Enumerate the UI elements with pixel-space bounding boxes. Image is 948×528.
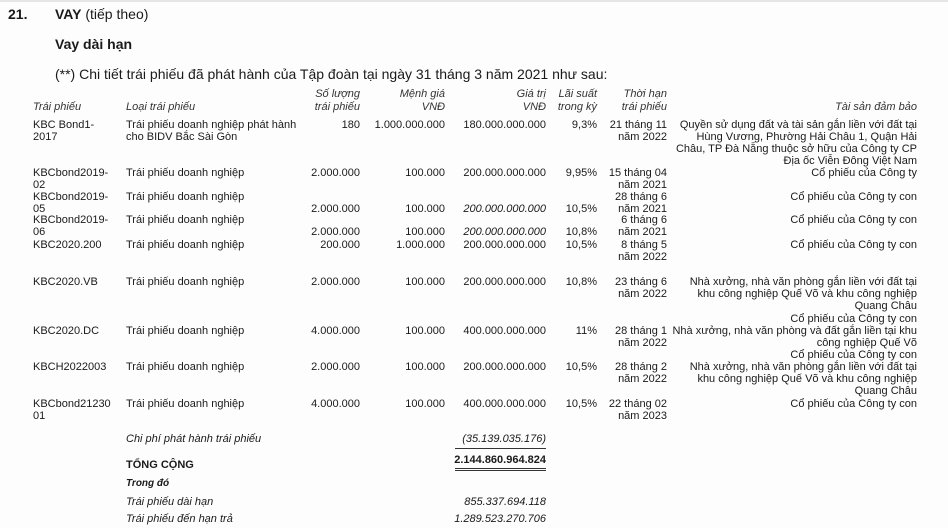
bond-type: Trái phiếu doanh nghiệp (126, 325, 245, 337)
issuance-cost-label: Chi phí phát hành trái phiếu (126, 433, 262, 445)
bond-maturity: 23 tháng 6 năm 2022 (615, 276, 667, 300)
section-title (55, 6, 148, 22)
bond-collateral-secondary: Cổ phiếu của Công ty con (790, 313, 917, 325)
bond-interest-rate: 10,5% (565, 239, 597, 251)
bond-interest-rate: 11% (575, 325, 597, 337)
header-value (445, 88, 546, 114)
subsection-title: Vay dài hạn (55, 36, 133, 52)
bond-quantity: 2.000.000 (311, 276, 360, 288)
bond-collateral: Cổ phiếu của Công ty con (790, 239, 917, 251)
bond-code: KBCbond2019- 05 (33, 191, 109, 215)
bond-code: KBC2020.200 (33, 239, 102, 251)
bond-maturity: 22 tháng 02 năm 2023 (608, 398, 667, 422)
bond-type: Trái phiếu doanh nghiệp (126, 361, 245, 373)
bond-code: KBCH2022003 (33, 361, 107, 373)
bond-code: KBCbond2019- 02 (33, 167, 109, 191)
bond-face-value: 100.000 (405, 398, 445, 410)
bond-face-value: 100.000 (405, 325, 445, 337)
bond-interest-rate: 9,3% (571, 119, 597, 131)
header-qty-line1: Số lượng (315, 88, 360, 100)
section-title-bold: VAY (55, 6, 82, 22)
bond-code: KBCbond2019- 06 (33, 214, 109, 238)
bond-interest-rate: 10,5% (565, 398, 597, 410)
bond-type: Trái phiếu doanh nghiệp (126, 398, 245, 410)
bond-collateral: Nhà xưởng, nhà văn phòng và đất gắn liền tại khu công nghiệp Quế Võ (672, 325, 917, 349)
bond-collateral: Cổ phiếu của Công ty (811, 167, 917, 179)
long-term-value: 855.337.694.118 (464, 496, 546, 508)
section-title-rest: (tiếp theo) (81, 6, 149, 22)
bond-quantity: 2.000.000 (311, 167, 360, 179)
bond-maturity: 28 tháng 6 năm 2021 (615, 191, 667, 215)
bond-total-value: 200.000.000.000 (463, 276, 546, 288)
bond-total-value: 200.000.000.000 (463, 167, 546, 179)
bond-quantity: 200.000 (320, 239, 360, 251)
header-term-line2: trái phiếu (621, 101, 667, 113)
top-border (0, 0, 948, 2)
bond-total-value: 200.000.000.000 (463, 361, 546, 373)
bond-type: Trái phiếu doanh nghiệp (126, 191, 245, 203)
bond-type: Trái phiếu doanh nghiệp (126, 239, 245, 251)
header-collateral: Tài sản đảm bảo (835, 101, 917, 113)
bond-interest-rate: 10,8% (565, 226, 597, 238)
section-number: 21. (8, 6, 28, 22)
bond-type: Trái phiếu doanh nghiệp (126, 276, 245, 288)
bond-face-value: 1.000.000 (396, 239, 445, 251)
bond-maturity: 28 tháng 1 năm 2022 (615, 325, 667, 349)
bond-code: KBC2020.VB (33, 276, 98, 288)
bond-maturity: 28 tháng 2 năm 2022 (615, 361, 667, 385)
issuance-cost-value: (35.139.035.176) (462, 433, 546, 445)
total-rule-1 (455, 468, 546, 469)
bond-face-value: 100.000 (405, 276, 445, 288)
bond-code: KBC Bond1- 2017 (33, 119, 95, 143)
bond-total-value: 400.000.000.000 (463, 325, 546, 337)
bond-face-value: 100.000 (405, 167, 445, 179)
intro-text: (**) Chi tiết trái phiếu đã phát hành của Tập đoàn tại ngày 31 tháng 3 năm 2021 như sau: (55, 66, 608, 82)
header-term (605, 88, 667, 114)
header-rate-line2: trong kỳ (557, 101, 597, 113)
bond-face-value: 100.000 (405, 226, 445, 238)
of-which-label: Trong đó (126, 478, 170, 489)
header-rate-line1: Lãi suất (558, 88, 597, 100)
bond-interest-rate: 10,8% (565, 276, 597, 288)
bond-quantity: 4.000.000 (311, 325, 360, 337)
total-rule-2 (455, 470, 546, 471)
current-portion-value: 1.289.523.270.706 (454, 513, 546, 525)
bond-interest-rate: 10,5% (565, 361, 597, 373)
header-type: Loại trái phiếu (126, 101, 196, 113)
bond-maturity: 15 tháng 04 năm 2021 (608, 167, 667, 191)
bond-total-value: 200.000.000.000 (463, 239, 546, 251)
bond-total-value: 180.000.000.000 (463, 119, 546, 131)
header-rate (548, 88, 597, 114)
header-face-line2: VNĐ (421, 101, 445, 113)
bond-interest-rate: 10,5% (565, 203, 597, 215)
header-face (365, 88, 445, 114)
total-value: 2.144.860.964.824 (454, 454, 546, 466)
bond-face-value: 100.000 (405, 361, 445, 373)
bond-total-value: 200.000.000.000 (463, 226, 546, 238)
bond-type: Trái phiếu doanh nghiệp (126, 214, 245, 226)
bond-quantity: 2.000.000 (311, 203, 360, 215)
bond-quantity: 2.000.000 (311, 226, 360, 238)
bond-collateral: Quyền sử dụng đất và tài sản gắn liền với đất tại Hùng Vương, Phường Hải Châu 1, Quận Hải Châu, TP Đà Nẵng thuộc sở hữu của Công ty CP Địa ốc Viễn Đông Việt Nam (675, 119, 917, 167)
current-portion-label: Trái phiếu đến hạn trả (126, 513, 233, 525)
bond-quantity: 2.000.000 (311, 361, 360, 373)
bond-total-value: 400.000.000.000 (463, 398, 546, 410)
header-face-line1: Mệnh giá (399, 88, 445, 100)
bond-face-value: 1.000.000.000 (374, 119, 445, 131)
bond-maturity: 6 tháng 6 năm 2021 (618, 214, 667, 238)
subtotal-rule (455, 448, 546, 449)
bond-type: Trái phiếu doanh nghiệp (126, 167, 245, 179)
bond-quantity: 180 (341, 119, 360, 131)
bond-type: Trái phiếu doanh nghiệp phát hành cho BIDV Bắc Sài Gòn (126, 119, 297, 143)
long-term-label: Trái phiếu dài hạn (126, 496, 214, 508)
total-label: TỔNG CỘNG (126, 459, 194, 471)
bond-interest-rate: 9,95% (565, 167, 597, 179)
header-value-line1: Giá trị (516, 88, 546, 100)
bond-collateral: Cổ phiếu của Công ty con (790, 191, 917, 203)
bond-code: KBCbond21230 01 (33, 398, 111, 422)
bond-maturity: 8 tháng 5 năm 2022 (618, 239, 667, 263)
header-bond: Trái phiếu (33, 101, 82, 113)
header-qty-line2: trái phiếu (314, 101, 360, 113)
bond-maturity: 21 tháng 11 năm 2022 (609, 119, 667, 143)
bond-collateral: Cổ phiếu của Công ty con (790, 398, 917, 410)
header-value-line2: VNĐ (522, 101, 546, 113)
bond-quantity: 4.000.000 (311, 398, 360, 410)
bond-collateral: Nhà xưởng, nhà văn phòng gắn liền với đất tại khu công nghiệp Quế Võ và khu công nghiệp Quang Châu (689, 361, 917, 397)
bond-collateral: Nhà xưởng, nhà văn phòng gắn liền với đất tại khu công nghiệp Quế Võ và khu công nghiệp Quang Châu (689, 276, 917, 312)
bond-total-value: 200.000.000.000 (463, 203, 546, 215)
header-term-line1: Thời hạn (623, 88, 667, 100)
header-qty (300, 88, 360, 114)
bond-collateral: Cổ phiếu của Công ty con (790, 214, 917, 226)
bond-collateral-secondary: Cổ phiếu của Công ty con (790, 349, 917, 361)
bond-code: KBC2020.DC (33, 325, 100, 337)
bond-face-value: 100.000 (405, 203, 445, 215)
